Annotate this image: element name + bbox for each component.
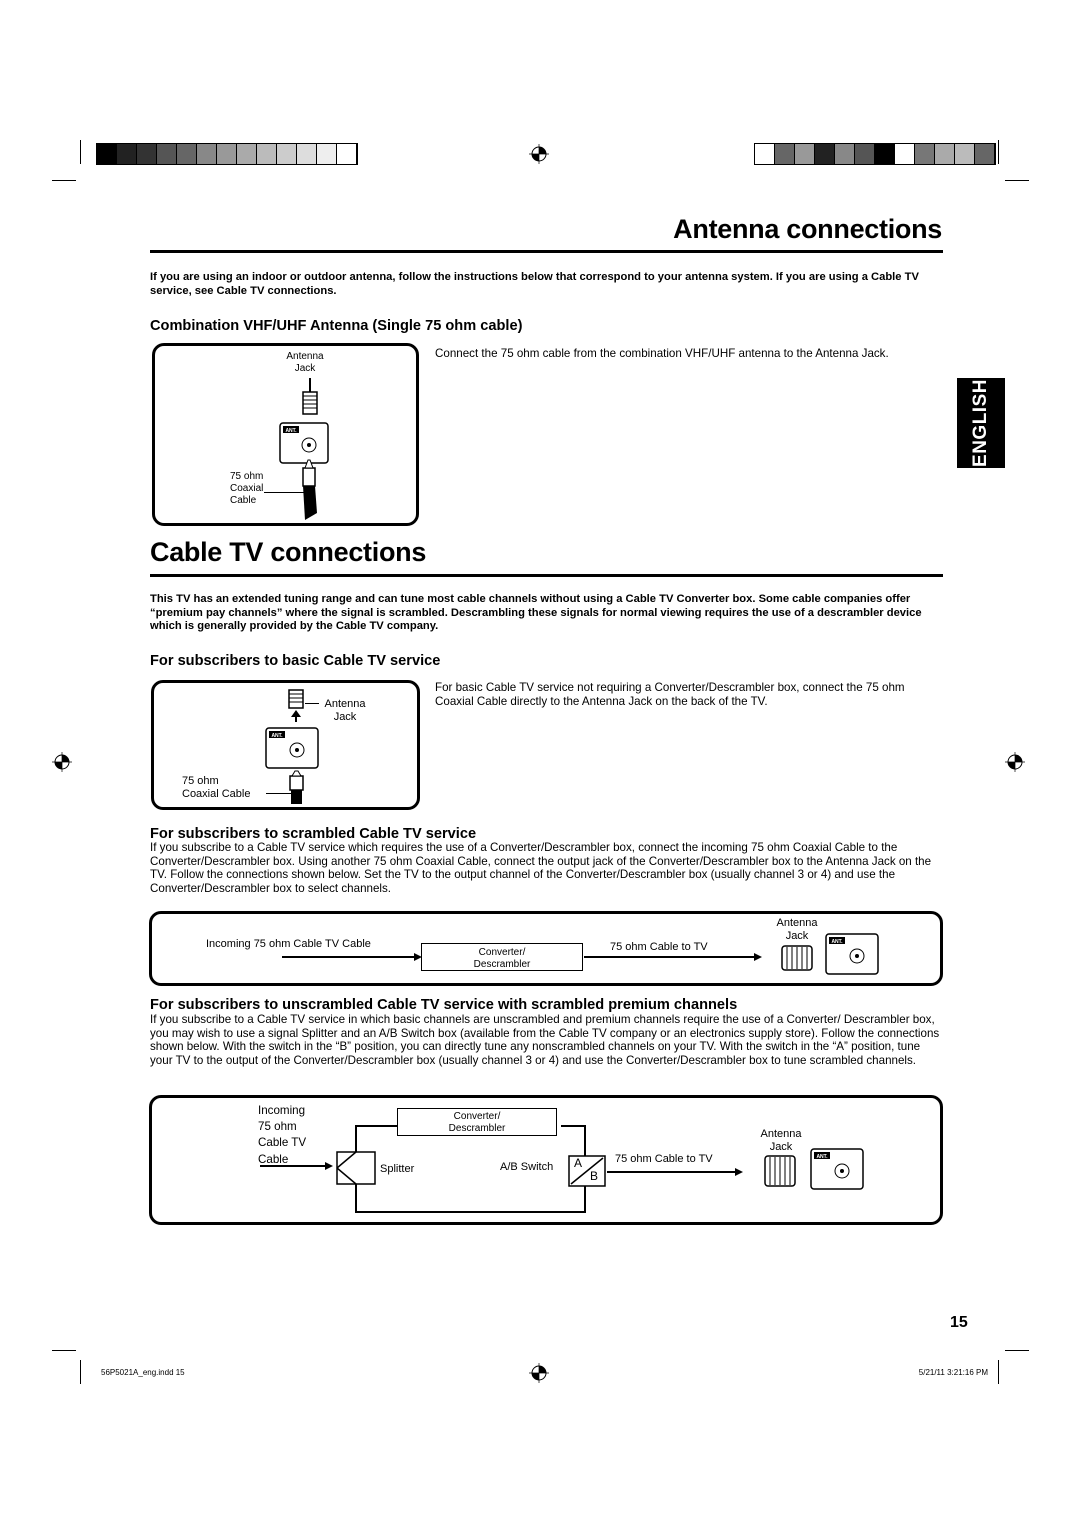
output-cable-label: 75 ohm Cable to TV [615, 1153, 713, 1165]
crop-mark [80, 1360, 81, 1384]
title-rule [150, 574, 943, 577]
splitter-label: Splitter [380, 1163, 415, 1175]
calibration-swatch [117, 144, 137, 164]
basic-cable-description: For basic Cable TV service not requiring a Converter/Descrambler box, connect the 75 ohm Coaxial Cable directly to the Antenna Jack on the back of the TV. [435, 681, 905, 708]
calibration-swatch [975, 144, 995, 164]
antenna-jack-illustration [275, 378, 345, 523]
crop-mark [80, 140, 81, 164]
crop-mark [52, 1350, 76, 1351]
cable-intro: This TV has an extended tuning range and can tune most cable channels without using a Cable TV Converter box. Some cable companies offer “premium pay channels” where the signal is scrambled. Descrambling these signals for normal viewing requires the use of a descrambler device which is generally provided by the Cable TV company. [150, 593, 922, 632]
calibration-swatch [755, 144, 775, 164]
crop-mark [998, 140, 999, 164]
calibration-swatch [795, 144, 815, 164]
incoming-cable-label: Incoming 75 ohm Cable TV Cable [206, 938, 371, 950]
crop-mark [52, 180, 76, 181]
ant-label: ANT. [285, 428, 297, 434]
leader-line [264, 492, 304, 493]
converter-descrambler-box: Converter/ Descrambler [421, 943, 583, 971]
scrambled-cable-title: For subscribers to scrambled Cable TV service [150, 826, 477, 842]
calibration-swatch [955, 144, 975, 164]
title-rule [150, 250, 943, 253]
calibration-swatch [935, 144, 955, 164]
unscrambled-jack-label: Antenna Jack [760, 1128, 802, 1153]
crop-mark [1005, 1350, 1029, 1351]
converter-descrambler-box: Converter/ Descrambler [397, 1108, 557, 1136]
antenna-subsection-title: Combination VHF/UHF Antenna (Single 75 ohm cable) [150, 318, 523, 334]
footer-file: 56P5021A_eng.indd 15 [101, 1368, 185, 1377]
registration-target-icon [52, 752, 72, 772]
calibration-swatch [297, 144, 317, 164]
calibration-swatch [277, 144, 297, 164]
scrambled-jack-label: Antenna Jack [776, 917, 818, 942]
jack-label: Antenna Jack [286, 351, 324, 374]
language-tab: ENGLISH [957, 378, 1005, 468]
basic-jack-illustration [260, 686, 320, 808]
antenna-section-title: Antenna connections [673, 214, 942, 244]
basic-jack-label: Antenna Jack [324, 698, 366, 723]
cable-label: 75 ohm Coaxial Cable [230, 471, 264, 506]
antenna-intro: If you are using an indoor or outdoor antenna, follow the instructions below that correspond to your antenna system. If you are using a Cable TV service, see Cable TV connections. [150, 271, 919, 297]
leader-line [305, 703, 319, 704]
calibration-swatch [177, 144, 197, 164]
crop-mark [998, 1360, 999, 1384]
unscrambled-cable-description: If you subscribe to a Cable TV service in which basic channels are unscrambled and premium channels require the use of a Converter/ Descrambler box, you may wish to use a signal Splitter and an A/B Switch box (available from the Cable TV company or an electronics supply store). Follow the connections shown below. With the switch in the “B” position, you can directly tune any nonscrambled channels on your TV. With the switch in the “A” position, tune your TV to the output of the Converter/Descrambler box (usually channel 3 or 4) and use the Converter/Descrambler box to tune scrambled channels. [150, 1013, 940, 1067]
antenna-description: Connect the 75 ohm cable from the combination VHF/UHF antenna to the Antenna Jack. [435, 347, 889, 360]
switch-position-a: A [574, 1156, 583, 1170]
calibration-swatch [137, 144, 157, 164]
unscrambled-cable-title: For subscribers to unscrambled Cable TV service with scrambled premium channels [150, 997, 738, 1013]
calibration-swatch [197, 144, 217, 164]
calibration-swatch [775, 144, 795, 164]
calibration-swatch [875, 144, 895, 164]
calibration-swatch [815, 144, 835, 164]
basic-cable-title: For subscribers to basic Cable TV service [150, 653, 441, 669]
calibration-swatch [895, 144, 915, 164]
leader-line [266, 793, 292, 794]
registration-target-icon [529, 144, 549, 164]
scrambled-tv-jack-illustration [778, 932, 882, 976]
incoming-cable-label: Incoming 75 ohm Cable TV Cable [258, 1104, 307, 1166]
calibration-swatch [337, 144, 357, 164]
footer-date: 5/21/11 3:21:16 PM [918, 1368, 988, 1377]
calibration-swatch [915, 144, 935, 164]
calibration-swatch [257, 144, 277, 164]
registration-target-icon [529, 1363, 549, 1383]
unscrambled-tv-panel-illustration [808, 1146, 866, 1192]
basic-cable-label: 75 ohm Coaxial Cable [182, 775, 251, 800]
scrambled-cable-description: If you subscribe to a Cable TV service which requires the use of a Converter/Descrambler box, connect the incoming 75 ohm Coaxial Cable to the Converter/Descrambler box. Using another 75 ohm Coaxial Cable, connect the output jack of the Converter/Descrambler box to the Antenna Jack on the TV. Follow the connections shown below. Set the TV to the output channel of the Converter/Descrambler box (usually channel 3 or 4) and use the Converter/Descrambler box to select channels. [150, 841, 932, 895]
color-calibration-strip-right [754, 143, 996, 165]
ant-label: ANT. [816, 1154, 828, 1160]
cable-section-title: Cable TV connections [150, 537, 427, 567]
crop-mark [1005, 180, 1029, 181]
output-cable-label: 75 ohm Cable to TV [610, 941, 708, 953]
page-number: 15 [950, 1314, 968, 1331]
color-calibration-strip-left [96, 143, 358, 165]
ant-label: ANT. [271, 733, 283, 739]
switch-position-b: B [590, 1169, 599, 1183]
calibration-swatch [217, 144, 237, 164]
calibration-swatch [157, 144, 177, 164]
ab-switch-label: A/B Switch [500, 1161, 554, 1173]
registration-target-icon [1005, 752, 1025, 772]
ant-label: ANT. [831, 939, 843, 945]
calibration-swatch [855, 144, 875, 164]
calibration-swatch [237, 144, 257, 164]
calibration-swatch [835, 144, 855, 164]
calibration-swatch [317, 144, 337, 164]
calibration-swatch [97, 144, 117, 164]
